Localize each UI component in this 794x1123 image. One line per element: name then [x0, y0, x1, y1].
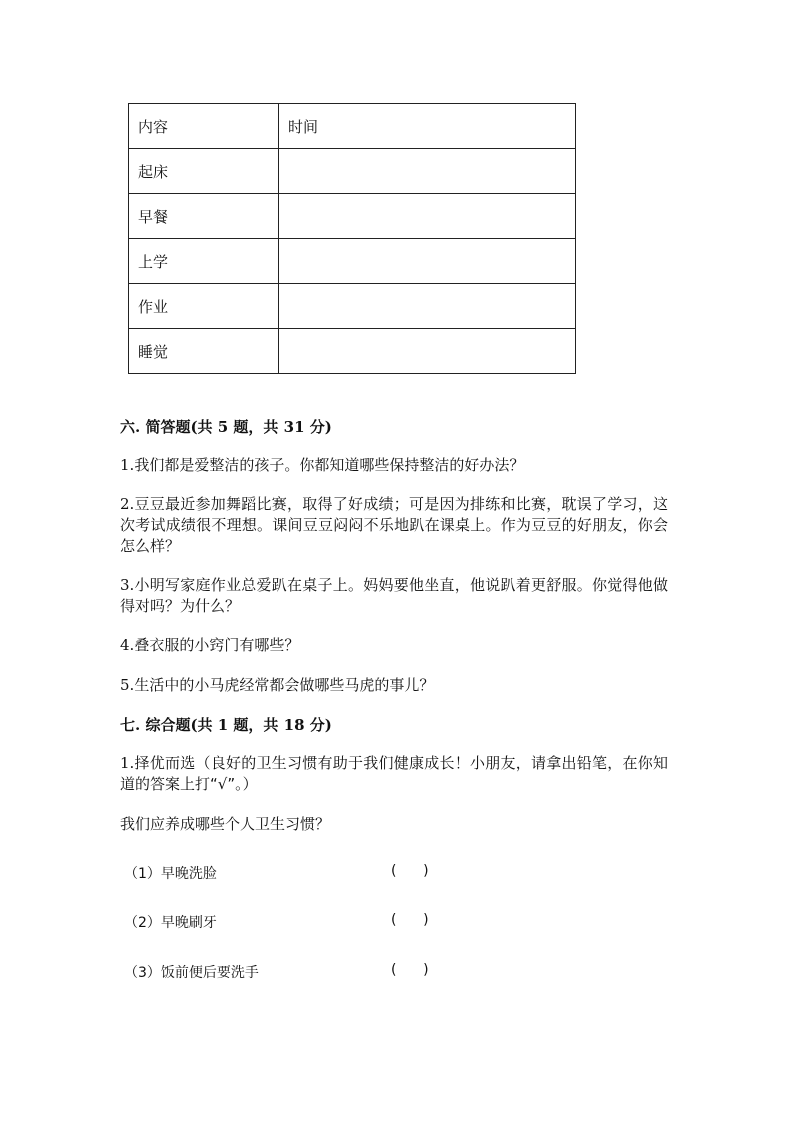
question-6-3 [120, 575, 668, 617]
table-cell: 上学 [129, 239, 279, 284]
table-row [129, 239, 576, 284]
table-row [129, 194, 576, 239]
question-prompt: 我们应养成哪些个人卫生习惯？ [120, 815, 331, 833]
question-6-2 [120, 494, 668, 557]
table-cell[interactable] [279, 284, 576, 329]
question-number: 1. [120, 754, 135, 772]
question-text: 生活中的小马虎经常都会做哪些马虎的事儿？ [134, 676, 435, 694]
table-cell: 睡觉 [129, 329, 279, 374]
question-number: 4. [120, 636, 135, 654]
question-7-1 [120, 753, 668, 795]
option-row [124, 863, 464, 883]
table-cell: 起床 [129, 149, 279, 194]
option-label: （1）早晚洗脸 [124, 866, 217, 882]
answer-bracket[interactable]: ( ) [391, 962, 429, 978]
question-text: 小明写家庭作业总爱趴在桌子上。妈妈要他坐直，他说趴着更舒服。你觉得他做得对吗？为什么？ [120, 576, 668, 615]
table-header-row [129, 104, 576, 149]
question-text: 择优而选（良好的卫生习惯有助于我们健康成长！小朋友，请拿出铅笔，在你知道的答案上打“√”。） [120, 754, 668, 793]
table-header-cell: 内容 [129, 104, 279, 149]
question-number: 5. [120, 676, 135, 694]
table-cell: 作业 [129, 284, 279, 329]
answer-bracket[interactable]: ( ) [391, 863, 429, 879]
table-row [129, 329, 576, 374]
table-row [129, 284, 576, 329]
table-cell[interactable] [279, 149, 576, 194]
answer-bracket[interactable]: ( ) [391, 912, 429, 928]
table-cell[interactable] [279, 239, 576, 284]
option-row [124, 912, 464, 932]
table-row [129, 149, 576, 194]
section-6-title: 六. 简答题(共 5 题，共 31 分) [120, 418, 332, 436]
section-7-title: 七. 综合题(共 1 题，共 18 分) [120, 716, 332, 734]
table-cell[interactable] [279, 329, 576, 374]
table-cell: 早餐 [129, 194, 279, 239]
question-6-4 [120, 635, 668, 656]
table-header-cell: 时间 [279, 104, 576, 149]
question-number: 1. [120, 456, 135, 474]
question-6-1 [120, 455, 668, 476]
question-number: 3. [120, 576, 135, 594]
option-row [124, 962, 464, 982]
question-6-5 [120, 675, 668, 696]
question-number: 2. [120, 495, 135, 513]
question-text: 豆豆最近参加舞蹈比赛，取得了好成绩；可是因为排练和比赛，耽误了学习，这次考试成绩很不理想。课间豆豆闷闷不乐地趴在课桌上。作为豆豆的好朋友，你会怎么样？ [120, 495, 668, 555]
question-text: 我们都是爱整洁的孩子。你都知道哪些保持整洁的好办法？ [134, 456, 525, 474]
option-label: （2）早晚刷牙 [124, 915, 217, 931]
question-text: 叠衣服的小窍门有哪些？ [134, 636, 300, 654]
option-label: （3）饭前便后要洗手 [124, 965, 259, 981]
table-cell[interactable] [279, 194, 576, 239]
schedule-table [128, 103, 576, 374]
